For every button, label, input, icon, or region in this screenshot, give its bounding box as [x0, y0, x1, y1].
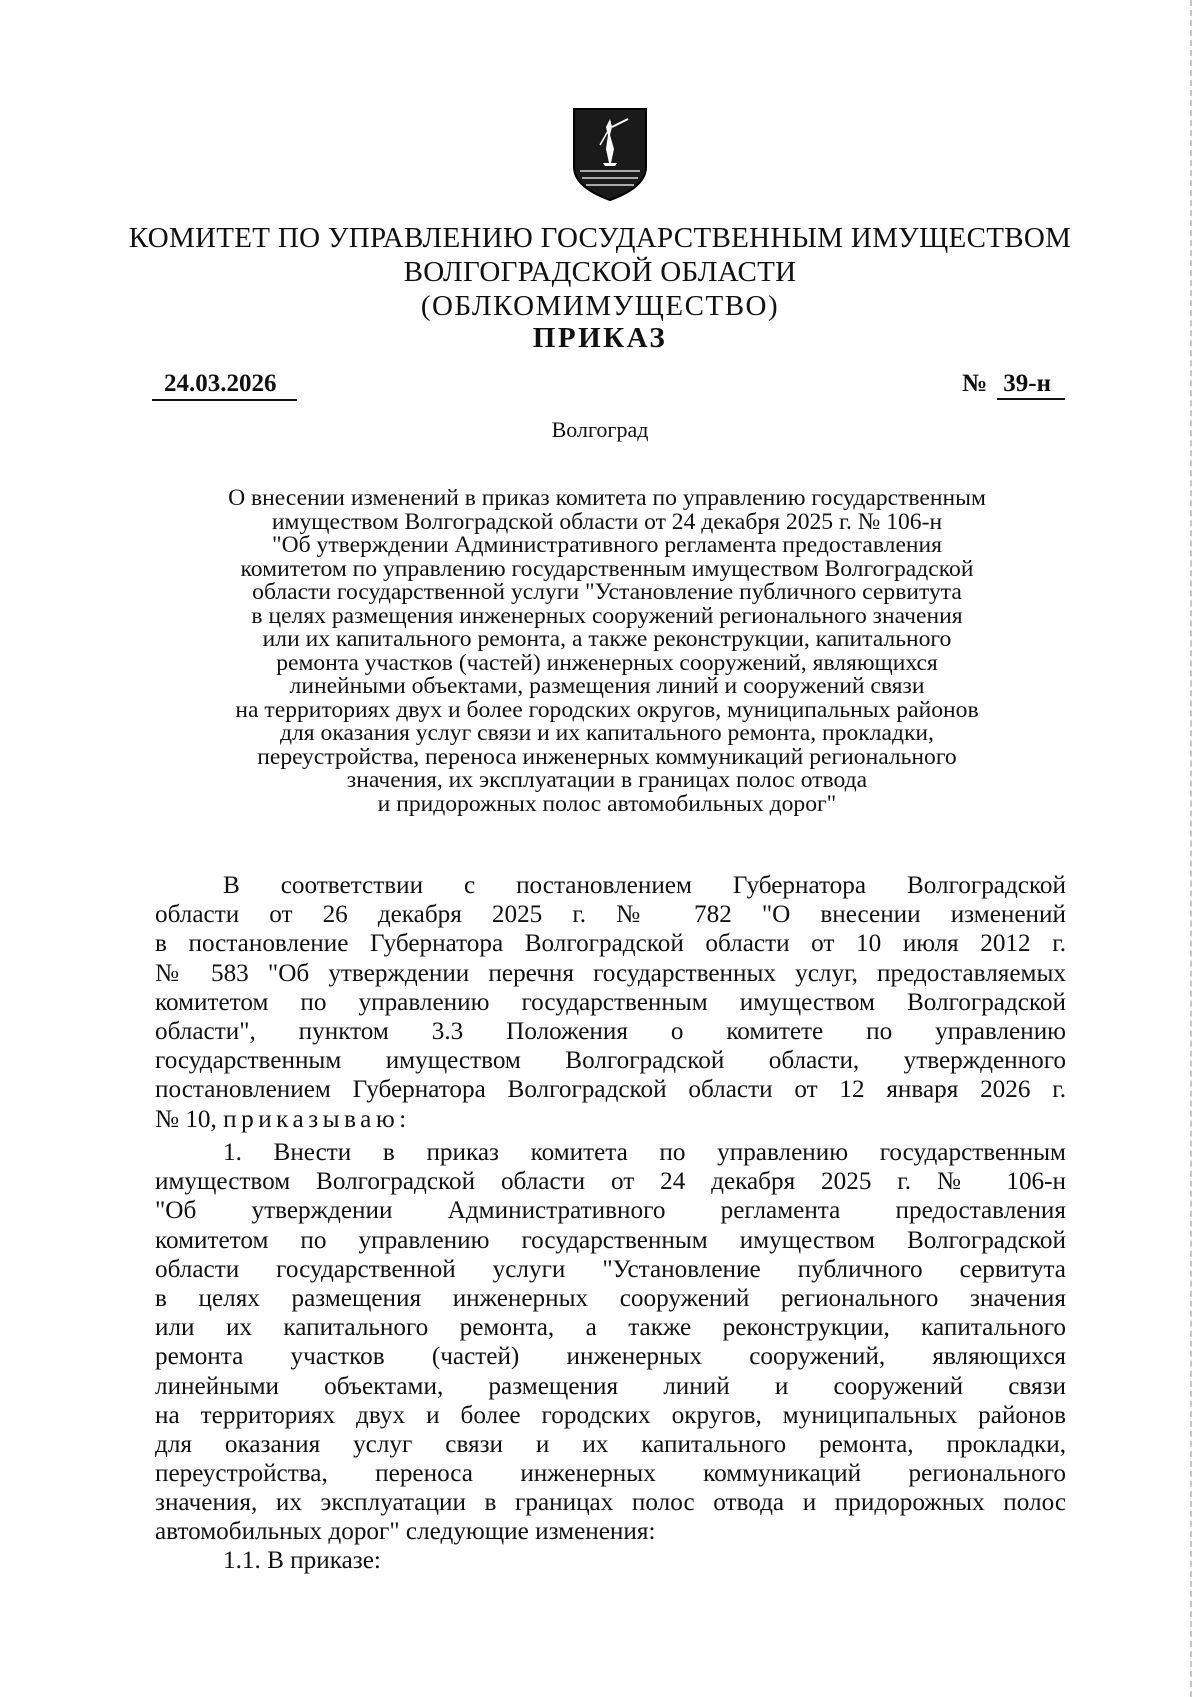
body-line: "Об утверждении Административного регламента предоставления [155, 1197, 1066, 1225]
org-name-line-2: ВОЛГОГРАДСКОЙ ОБЛАСТИ [403, 256, 797, 288]
body-line: или их капитального ремонта, а также реконструкции, капитального [155, 1314, 1066, 1342]
subject-line: на территориях двух и более городских округов, муниципальных районов [235, 696, 979, 723]
body-line: в постановление Губернатора Волгоградской области от 10 июля 2012 г. [155, 930, 1066, 958]
coat-of-arms-icon [570, 105, 650, 203]
subject-line: области государственной услуги "Установление публичного сервитута [252, 579, 962, 605]
document-number [962, 370, 1065, 398]
body-line: В соответствии с постановлением Губернатора Волгоградской [223, 872, 1066, 899]
body-line: области государственной услуги "Установление публичного сервитута [155, 1255, 1066, 1283]
item-1-1-heading: 1.1. В приказе: [223, 1547, 381, 1574]
body-line: для оказания услуг связи и их капитального ремонта, прокладки, [155, 1430, 1066, 1458]
body-line: автомобильных дорог" следующие изменения: [155, 1518, 656, 1546]
subject-line: комитетом по управлению государственным имуществом Волгоградской [240, 555, 974, 582]
subject-line: ремонта участков (частей) инженерных сооружений, являющихся [276, 649, 938, 676]
subject-line: "Об утверждении Административного регламента предоставления [271, 532, 943, 558]
subject-line: О внесении изменений в приказ комитета по управлению государственным [228, 485, 986, 511]
body-line: линейными объектами, размещения линий и сооружений связи [155, 1372, 1066, 1400]
body-line: № 583 "Об утверждении перечня государственных услуг, предоставляемых [155, 959, 1066, 987]
body-line: области", пунктом 3.3 Положения о комитете по управлению [155, 1017, 1066, 1045]
body-line: государственным имуществом Волгоградской области, утвержденного [155, 1047, 1066, 1075]
body-line: имуществом Волгоградской области от 24 декабря 2025 г. № 106-н [155, 1168, 1066, 1196]
body-line: области от 26 декабря 2025 г. № 782 "О внесении изменений [155, 901, 1066, 929]
item-1-paragraph [155, 1138, 1066, 1547]
number-sign: № [962, 370, 988, 397]
body-line: в целях размещения инженерных сооружений регионального значения [155, 1284, 1066, 1312]
body-line: постановлением Губернатора Волгоградской области от 12 января 2026 г. [155, 1076, 1066, 1104]
body-line: значения, их эксплуатации в границах полос отвода и придорожных полос [155, 1489, 1066, 1517]
subject-line: для оказания услуг связи и их капитального ремонта, прокладки, [280, 720, 934, 746]
order-number-prefix: № 10, [155, 1105, 224, 1133]
body-line-order-word [155, 1105, 1066, 1134]
document-date: 24.03.2026 [152, 370, 297, 401]
number-value: 39-н [997, 370, 1065, 400]
subject-line: в целях размещения инженерных сооружений регионального значения [251, 602, 963, 629]
subject-line: имуществом Волгоградской области от 24 декабря 2025 г. № 106-н [271, 508, 943, 535]
body-line: комитетом по управлению государственным имуществом Волгоградской [155, 1226, 1066, 1254]
preamble-paragraph [155, 871, 1066, 1134]
document-subject [150, 487, 1064, 816]
body-line: ремонта участков (частей) инженерных сооружений, являющихся [155, 1343, 1066, 1371]
body-line: комитетом по управлению государственным имуществом Волгоградской [155, 988, 1066, 1016]
org-name-line-1: КОМИТЕТ ПО УПРАВЛЕНИЮ ГОСУДАРСТВЕННЫМ ИМУЩЕСТВОМ [128, 222, 1072, 254]
document-city: Волгоград [551, 417, 649, 442]
order-word: приказываю: [223, 1105, 411, 1133]
subject-line: переустройства, переноса инженерных коммуникаций регионального [257, 743, 957, 770]
org-short-name: (ОБЛКОМИМУЩЕСТВО) [420, 290, 780, 322]
subject-line: значения, их эксплуатации в границах полос отвода [346, 767, 868, 793]
body-line: 1. Внести в приказ комитета по управлению государственным [223, 1139, 1066, 1166]
page-edge-line [1190, 0, 1192, 1697]
subject-line: линейными объектами, размещения линий и сооружений связи [289, 673, 925, 699]
document-type: ПРИКАЗ [532, 322, 668, 354]
subject-line: или их капитального ремонта, а также реконструкции, капитального [262, 626, 952, 652]
subject-line: и придорожных полос автомобильных дорог" [377, 790, 837, 817]
body-line: на территориях двух и более городских округов, муниципальных районов [155, 1401, 1066, 1429]
body-line: переустройства, переноса инженерных коммуникаций регионального [155, 1460, 1066, 1488]
